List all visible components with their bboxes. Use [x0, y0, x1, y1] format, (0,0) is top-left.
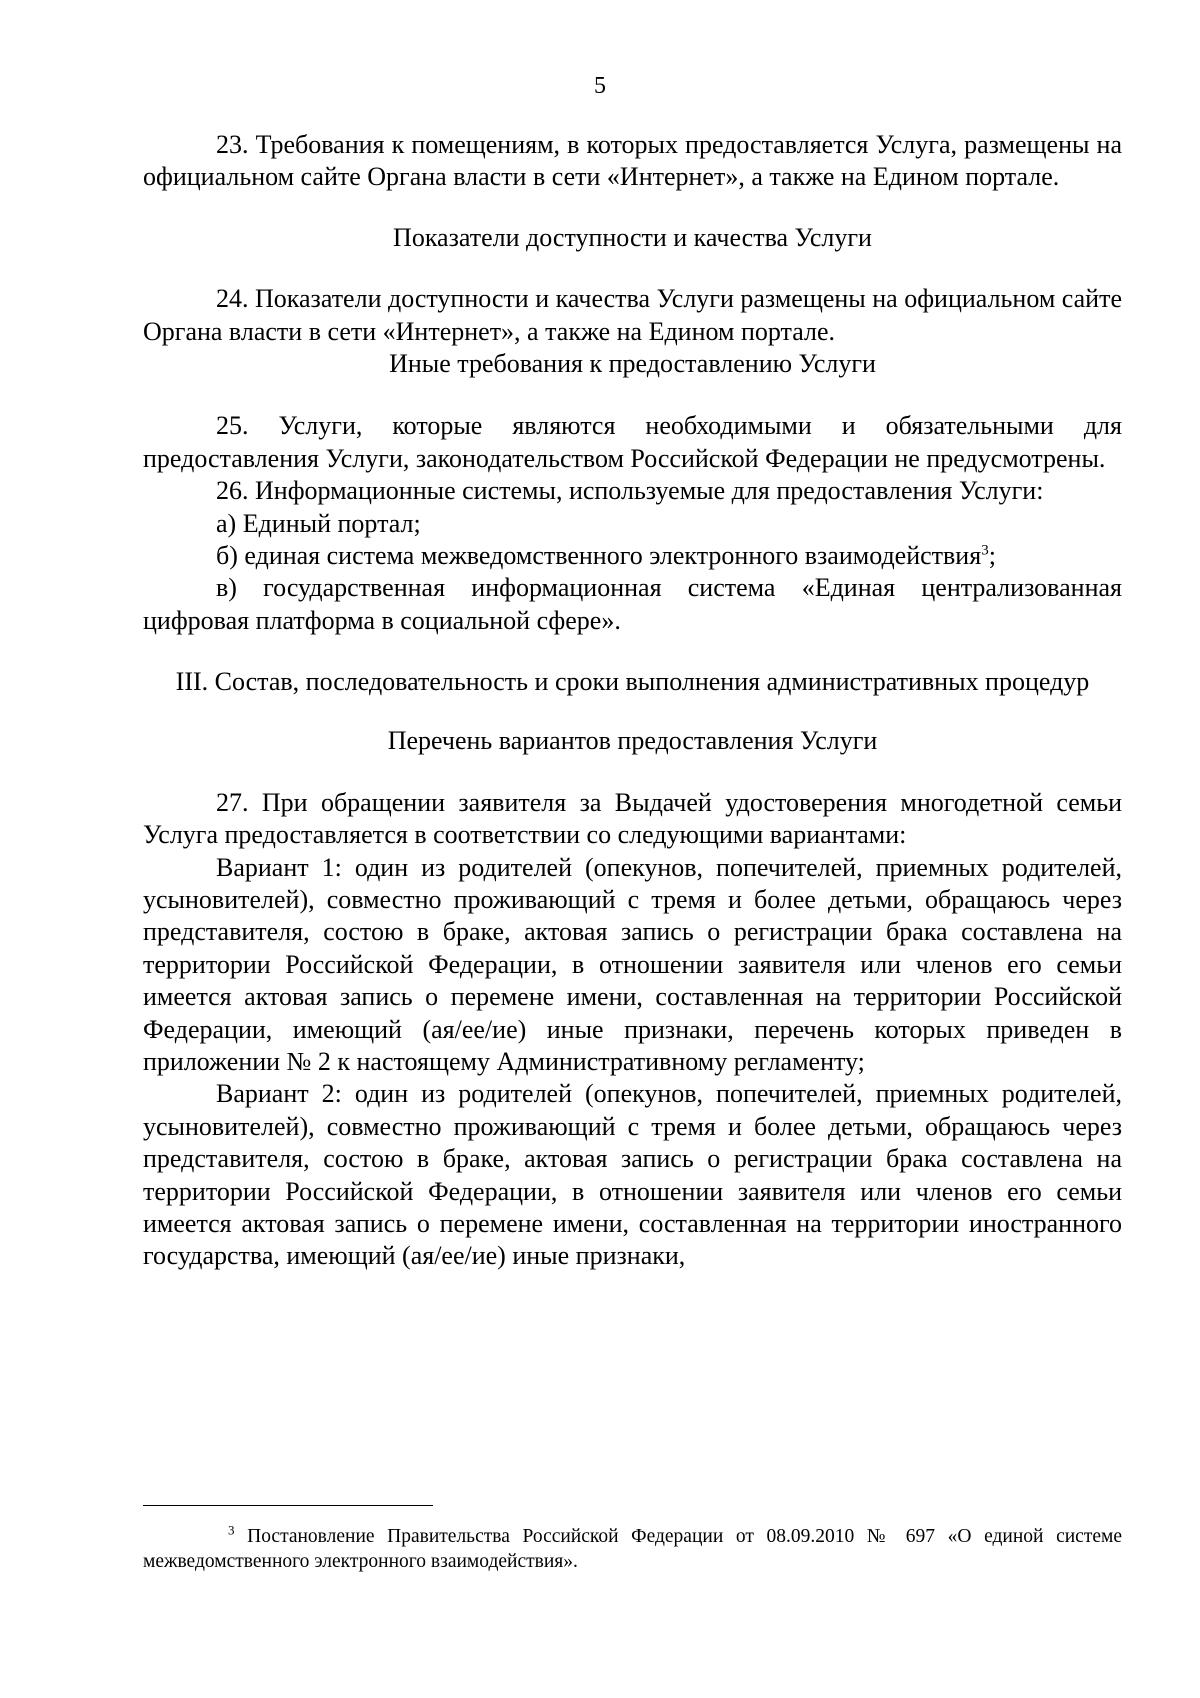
heading-quality-indicators: Показатели доступности и качества Услуги	[393, 222, 872, 252]
variant-1: Вариант 1: один из родителей (опекунов, попечителей, приемных родителей, усыновителей), совместно проживающий с тремя и более детьми, обращаюсь через представителя, состою в браке, актовая запись о регистрации брака составлена на территории Российской Федерации, в отношении заявителя или членов его семьи имеется актовая запись о перемене имени, составленная на территории Российской Федерации, имеющий (ая/ее/ие) иные признаки, перечень которых приведен в приложении № 2 к настоящему Административному регламенту;	[143, 852, 1122, 1076]
paragraph-25: 25. Услуги, которые являются необходимыми и обязательными для предоставления Услуги, законодательством Российской Федерации не предусмотрены.	[143, 411, 1122, 473]
paragraph-26-item-b-text: б) единая система межведомственного электронного взаимодействия	[216, 541, 982, 571]
paragraph-26-item-c: в) государственная информационная система «Единая централизованная цифровая платформа в социальной сфере».	[143, 573, 1122, 635]
paragraph-23: 23. Требования к помещениям, в которых предоставляется Услуга, размещены на официальном сайте Органа власти в сети «Интернет», а также на Едином портале.	[143, 130, 1122, 192]
heading-variants-list: Перечень вариантов предоставления Услуги	[387, 726, 878, 756]
footnote-text: Постановление Правительства Российской Федерации от 08.09.2010 № 697 «О единой системе межведомственного электронного взаимодействия».	[143, 1526, 1122, 1572]
paragraph-26-item-b	[143, 540, 1122, 572]
page-number: 5	[594, 73, 606, 99]
footnote-divider	[143, 1505, 433, 1506]
paragraph-27: 27. При обращении заявителя за Выдачей удостоверения многодетной семьи Услуга предоставляется в соответствии со следующими вариантами:	[143, 787, 1122, 850]
paragraph-26: 26. Информационные системы, используемые для предоставления Услуги:	[216, 476, 1044, 506]
chapter-heading: III. Состав, последовательность и сроки выполнения административных процедур	[175, 667, 1090, 697]
document-body	[143, 129, 1122, 1273]
footnote	[143, 1524, 1122, 1574]
heading-other-requirements: Иные требования к предоставлению Услуги	[389, 349, 876, 379]
paragraph-26-item-a: а) Единый портал;	[216, 508, 421, 538]
variant-2: Вариант 2: один из родителей (опекунов, попечителей, приемных родителей, усыновителей), совместно проживающий с тремя и более детьми, обращаюсь через представителя, состою в браке, актовая запись о регистрации брака составлена на территории Российской Федерации, в отношении заявителя или членов его семьи имеется актовая запись о перемене имени, составленная на территории иностранного государства, имеющий (ая/ее/ие) иные признаки,	[143, 1079, 1122, 1271]
paragraph-26-item-b-end: ;	[988, 541, 996, 571]
footnote-reference: 3	[981, 542, 989, 559]
paragraph-24: 24. Показатели доступности и качества Услуги размещены на официальном сайте Органа власти в сети «Интернет», а также на Едином портале.	[143, 284, 1122, 346]
footnote-marker: 3	[228, 1522, 235, 1538]
